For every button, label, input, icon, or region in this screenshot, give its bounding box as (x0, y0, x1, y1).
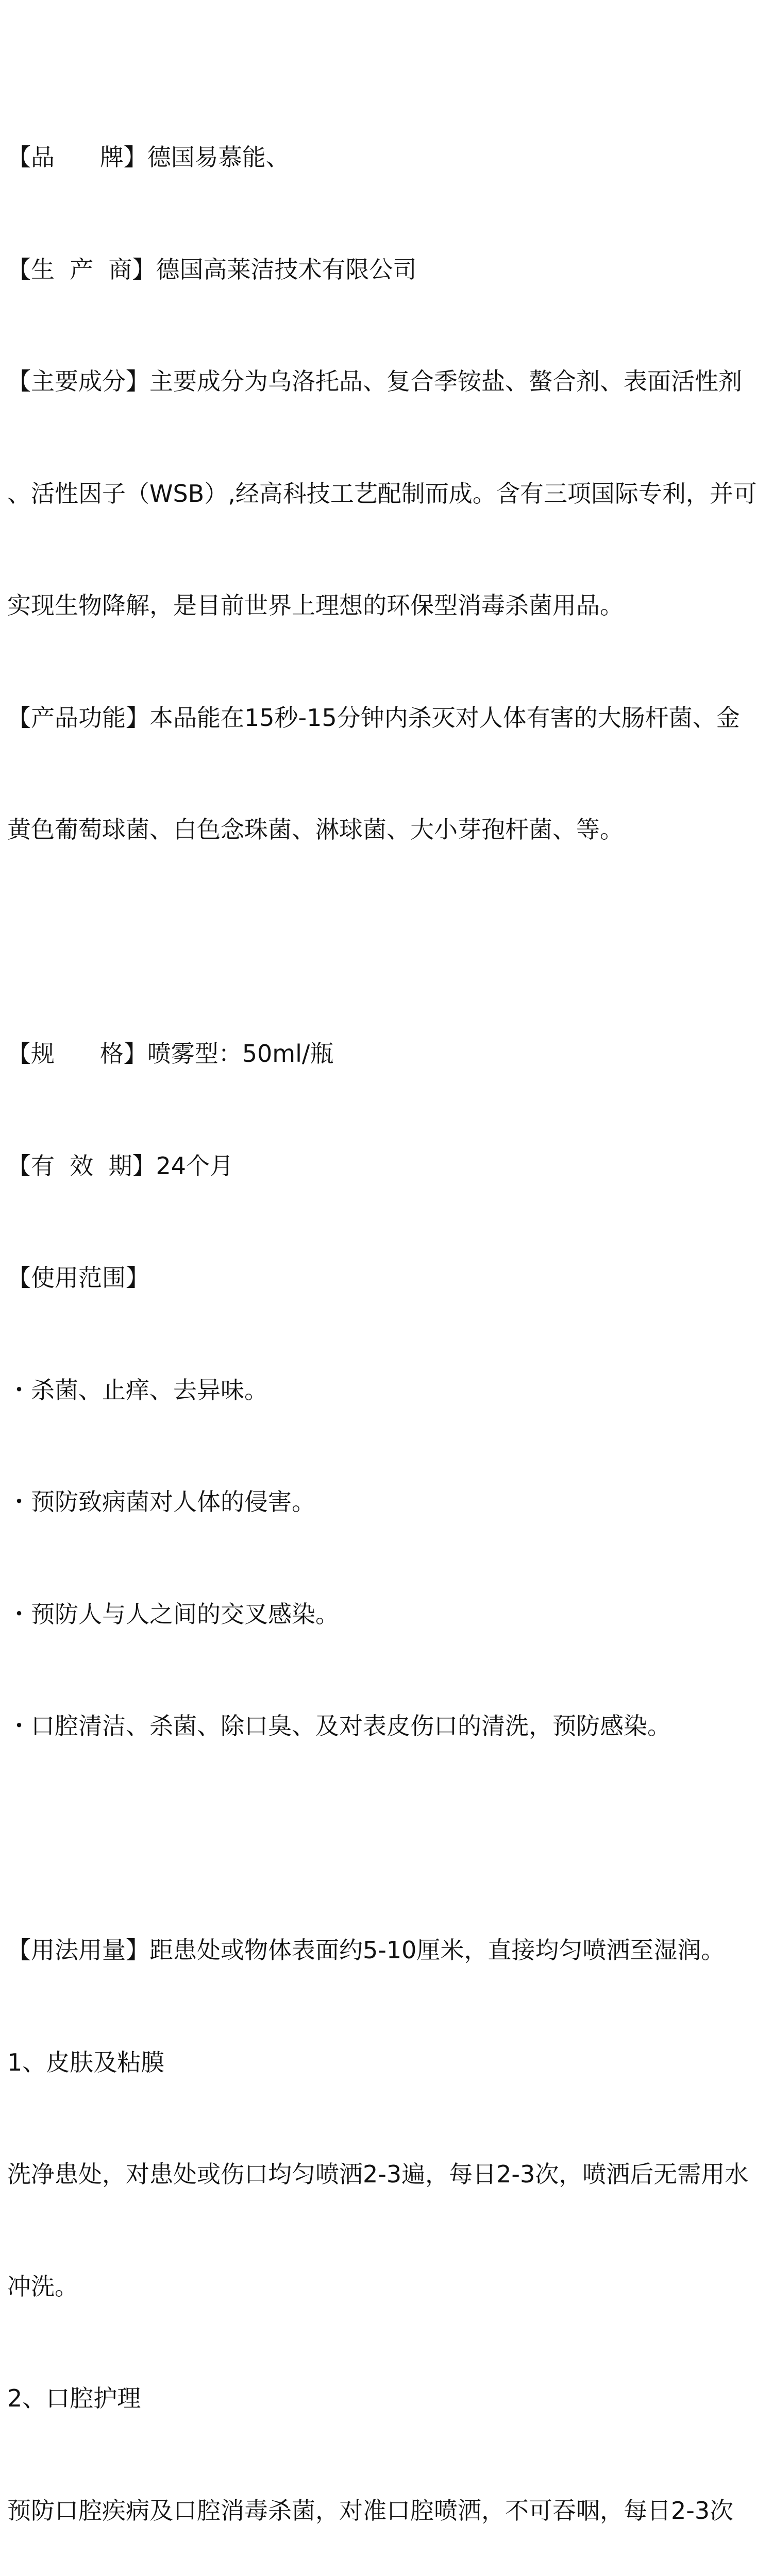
function-line-1: 【产品功能】本品能在15秒-15分钟内杀灭对人体有害的大肠杆菌、金 (7, 703, 740, 732)
ingredients-line-3: 实现生物降解，是目前世界上理想的环保型消毒杀菌用品。 (7, 591, 624, 619)
usage-scope-item: ・杀菌、止痒、去异味。 (7, 1376, 268, 1404)
usage-scope-heading: 【使用范围】 (7, 1264, 149, 1292)
product-description-document (7, 64, 773, 2576)
usage-scope-item: ・预防致病菌对人体的侵害。 (7, 1488, 315, 1516)
ingredients-line-2: 、活性因子（WSB）,经高科技工艺配制而成。含有三项国际专利，并可 (7, 479, 757, 507)
dosage-line: 【用法用量】距患处或物体表面约5-10厘米，直接均匀喷洒至湿润。 (7, 1936, 725, 1964)
spacer (7, 923, 773, 961)
ingredients-line-1: 【主要成分】主要成分为乌洛托品、复合季铵盐、螯合剂、表面活性剂 (7, 367, 742, 395)
skin-instructions-line-1: 洗净患处，对患处或伤口均匀喷洒2-3遍，每日2-3次，喷洒后无需用水 (7, 2160, 749, 2188)
usage-scope-item: ・预防人与人之间的交叉感染。 (7, 1600, 339, 1628)
usage-scope-item: ・口腔清洁、杀菌、除口臭、及对表皮伤口的清洗，预防感染。 (7, 1712, 671, 1740)
spacer (7, 1820, 773, 1857)
shelf-life-line: 【有 效 期】24个月 (7, 1151, 234, 1180)
spec-line: 【规 格】喷雾型：50ml/瓶 (7, 1040, 334, 1067)
skin-instructions-line-2: 冲洗。 (7, 2272, 78, 2300)
section-heading-skin: 1、皮肤及粘膜 (7, 2048, 165, 2076)
function-line-2: 黄色葡萄球菌、白色念珠菌、淋球菌、大小芽孢杆菌、等。 (7, 816, 624, 843)
section-heading-oral: 2、口腔护理 (7, 2384, 141, 2412)
manufacturer-line: 【生 产 商】德国高莱洁技术有限公司 (7, 255, 417, 283)
brand-line: 【品 牌】德国易慕能、 (7, 143, 290, 171)
oral-instructions-line-1: 预防口腔疾病及口腔消毒杀菌，对准口腔喷洒，不可吞咽，每日2-3次 (7, 2496, 734, 2524)
